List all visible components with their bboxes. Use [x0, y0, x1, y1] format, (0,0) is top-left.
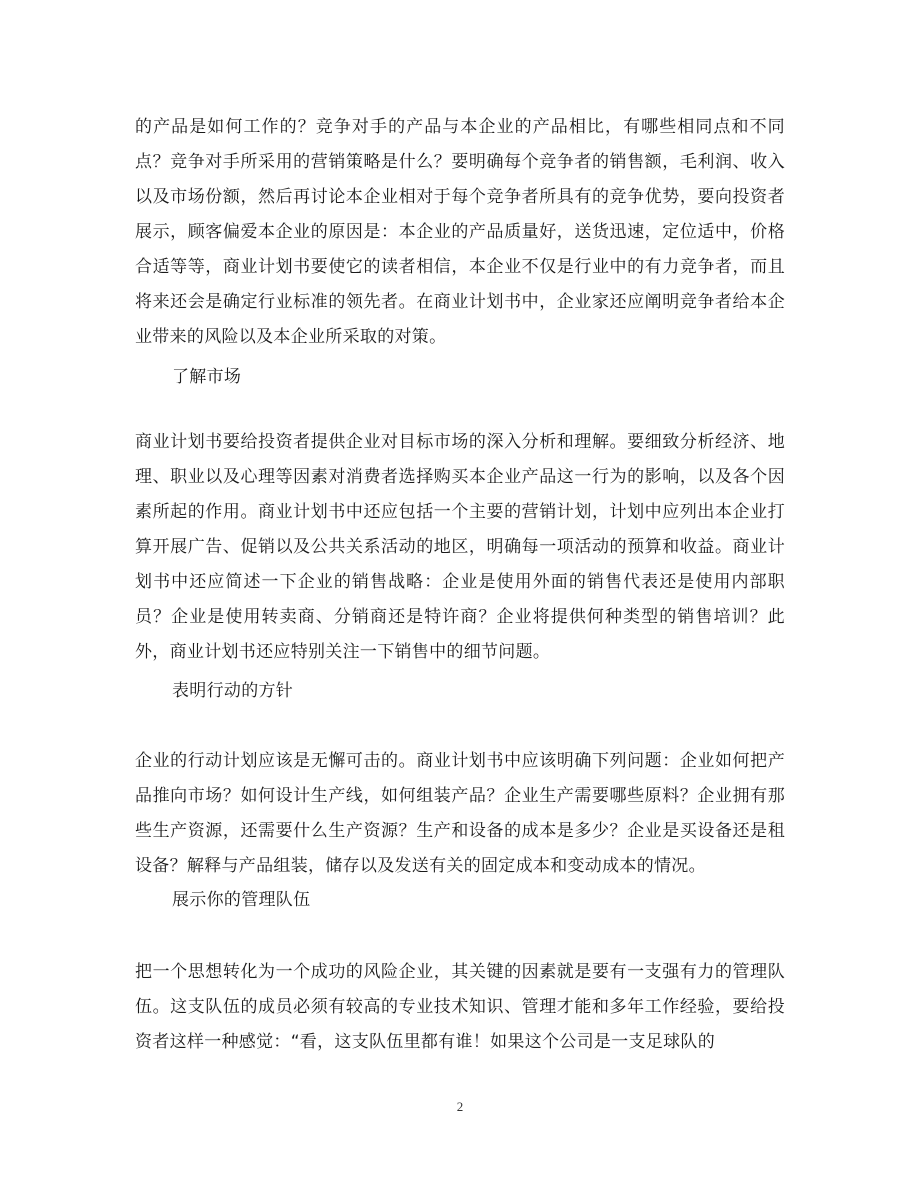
section-heading-action-plan: 表明行动的方针: [172, 681, 294, 701]
paragraph-market: 商业计划书要给投资者提供企业对目标市场的深入分析和理解。要细致分析经济、地理、职业以及心理等因素对消费者选择购买本企业产品这一行为的影响，以及各个因素所起的作用。商业计划书中还应包括一个主要的营销计划，计划中应列出本企业打算开展广告、促销以及公共关系活动的地区，明确每一项活动的预算和收益。商业计划书中还应简述一下企业的销售战略：企业是使用外面的销售代表还是使用内部职员？企业是使用转卖商、分销商还是特许商？企业将提供何种类型的销售培训？此外，商业计划书还应特别关注一下销售中的细节问题。: [135, 432, 785, 662]
page-number: 2: [456, 1099, 464, 1114]
paragraph-action-plan: 企业的行动计划应该是无懈可击的。商业计划书中应该明确下列问题：企业如何把产品推向市场？如何设计生产线，如何组装产品？企业生产需要哪些原料？企业拥有那些生产资源，还需要什么生产资源？生产和设备的成本是多少？企业是买设备还是租设备？解释与产品组装，储存以及发送有关的固定成本和变动成本的情况。: [135, 751, 785, 876]
section-heading-market: 了解市场: [172, 367, 242, 387]
section-heading-management-team: 展示你的管理队伍: [172, 890, 311, 910]
paragraph-competition: 的产品是如何工作的？竞争对手的产品与本企业的产品相比，有哪些相同点和不同点？竞争对手所采用的营销策略是什么？要明确每个竞争者的销售额，毛利润、收入以及市场份额，然后再讨论本企业相对于每个竞争者所具有的竞争优势，要向投资者展示，顾客偏爱本企业的原因是：本企业的产品质量好，送货迅速，定位适中，价格合适等等，商业计划书要使它的读者相信，本企业不仅是行业中的有力竞争者，而且将来还会是确定行业标准的领先者。在商业计划书中，企业家还应阐明竞争者给本企业带来的风险以及本企业所采取的对策。: [135, 117, 785, 347]
paragraph-management-team: 把一个思想转化为一个成功的风险企业，其关键的因素就是要有一支强有力的管理队伍。这支队伍的成员必须有较高的专业技术知识、管理才能和多年工作经验，要给投资者这样一种感觉：“看，这支队伍里都有谁！如果这个公司是一支足球队的: [135, 962, 785, 1052]
